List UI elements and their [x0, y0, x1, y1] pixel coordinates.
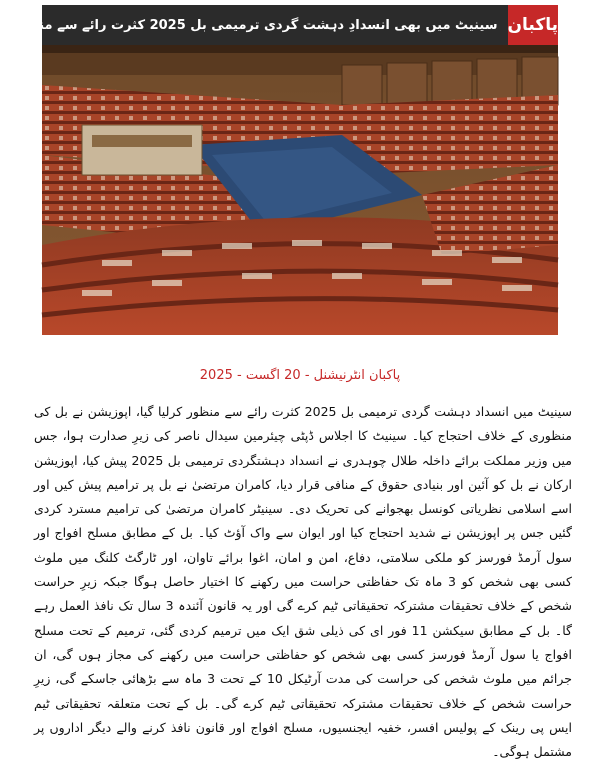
headline-text: سینیٹ میں بھی انسدادِ دہشت گردی ترمیمی بل 2025 کثرت رائے سے منظور	[10, 17, 498, 33]
photo-illustration	[42, 45, 558, 335]
dateline: پاکبان انٹرنیشنل - 20 اگست - 2025	[199, 368, 401, 383]
brand-logo: پاکبان	[508, 5, 559, 45]
senate-chamber-photo	[42, 45, 558, 335]
article-body: سینیٹ میں انسداد دہشت گردی ترمیمی بل 2025 کثرت رائے سے منظور کرلیا گیا، اپوزیشن نے بل کی منظوری کے خلاف احتجاج کیا۔ سینیٹ کا اجلاس ڈپٹی چیئرمین سیدال ناصر کی زیرِ صدارت ہوا، جس میں وزیر مملکت برائے داخلہ طلال چوہدری نے انسداد دہشتگردی ترمیمی بل 2025 پیش کیا، اپوزیشن ارکان نے بل کو آئین اور بنیادی حقوق کے منافی قرار دیا، کامران مرتضیٰ نے بل پر ترامیم پیش کیں اور اسے اسلامی نظریاتی کونسل بھجوانے کی تحریک دی۔ سینیٹر کامران مرتضیٰ کی ترامیم مسترد کردی گئیں جس پر اپوزیشن نے شدید احتجاج کیا اور ایوان سے واک آؤٹ کیا۔ بل کے مطابق مسلح افواج اور سول آرمڈ فورسز کو ملکی سلامتی، دفاع، امن و امان، اغوا برائے تاوان، اور ٹارگٹ کلنگ میں ملوث کسی بھی شخص کو 3 ماہ تک حفاظتی حراست میں رکھنے کا اختیار حاصل ہوگا جبکہ زیرِ حراست شخص کے خلاف تحقیقات مشترکہ تحقیقاتی ٹیم کرے گی اور یہ قانون آئندہ 3 سال تک نافذ العمل رہے گا۔ بل کے مطابق سیکشن 11 فور ای کی ذیلی شق ایک میں ترمیم کردی گئی، ترمیم کے تحت مسلح افواج یا سول آرمڈ فورسز کسی بھی شخص کو حفاظتی حراست میں رکھنے کی مجاز ہوں گی، ان جرائم میں ملوث شخص کی حراست کی مدت آرٹیکل 10 کے تحت 3 ماہ سے بڑھائی جاسکے گی، زیرِ حراست شخص کے خلاف تحقیقات مشترکہ تحقیقاتی ٹیم کرے گی۔ بل کے تحت متعلقہ تحقیقاتی ٹیم ایس پی رینک کے پولیس افسر، خفیہ ایجنسیوں، مسلح افواج اور قانون نافذ کرنے والے دیگر اداروں پر مشتمل ہوگی۔	[34, 404, 573, 760]
headline-banner	[10, 5, 558, 45]
